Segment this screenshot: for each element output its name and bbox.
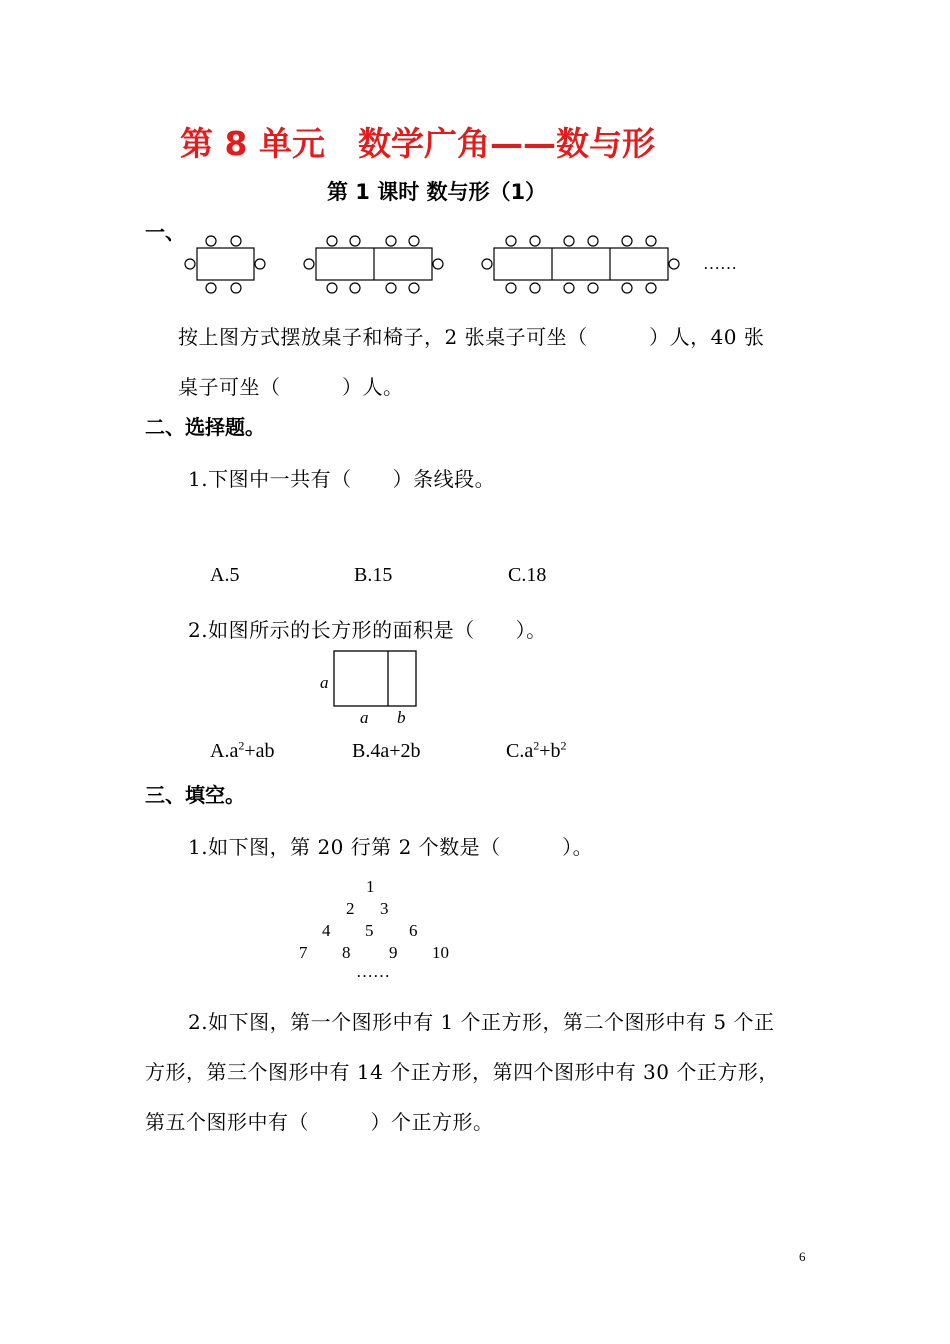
q2-option-b: B.4a+2b bbox=[352, 740, 421, 762]
tables-ellipsis: …… bbox=[703, 254, 737, 273]
q1-option-c: C.18 bbox=[508, 564, 547, 586]
rectangle-figure bbox=[333, 650, 419, 710]
triangle-row-4-num-1: 7 bbox=[299, 943, 308, 962]
triangle-row-3-num-1: 4 bbox=[322, 921, 331, 940]
section-1-label: 一、 bbox=[145, 220, 185, 244]
triangle-row-2-num-1: 2 bbox=[346, 899, 355, 918]
table-group-2 bbox=[304, 236, 443, 293]
tables-chairs-figure bbox=[180, 232, 740, 296]
triangle-ellipsis: …… bbox=[356, 962, 390, 981]
lesson-subtitle: 第 1 课时 数与形（1） bbox=[327, 180, 547, 204]
rect-bottom-b-label: b bbox=[397, 708, 406, 727]
fill-question-2-line-2: 方形，第三个图形中有 14 个正方形，第四个图形中有 30 个正方形， bbox=[145, 1060, 779, 1084]
triangle-row-4-num-3: 9 bbox=[389, 943, 398, 962]
page-number: 6 bbox=[799, 1249, 806, 1264]
table-group-1 bbox=[185, 236, 265, 293]
choice-question-2: 2.如图所示的长方形的面积是（ ）。 bbox=[188, 618, 547, 642]
choice-question-1: 1.下图中一共有（ ）条线段。 bbox=[188, 467, 496, 491]
q2-option-a: $A.a^2+ab$ bbox=[210, 738, 275, 762]
q2-option-c: $C.a^2+b^2$ bbox=[506, 738, 567, 762]
table-group-3 bbox=[482, 236, 679, 293]
section-1-question-line-1: 按上图方式摆放桌子和椅子，2 张桌子可坐（ ）人，40 张 bbox=[178, 325, 765, 349]
q1-option-a: A.5 bbox=[210, 564, 240, 586]
triangle-row-2-num-2: 3 bbox=[380, 899, 389, 918]
triangle-row-3-num-3: 6 bbox=[409, 921, 418, 940]
section-1-question-line-2: 桌子可坐（ ）人。 bbox=[178, 375, 404, 399]
section-3-label: 三、填空。 bbox=[145, 783, 245, 807]
fill-question-1: 1.如下图，第 20 行第 2 个数是（ ）。 bbox=[188, 835, 594, 859]
page-title: 第 8 单元 数学广角——数与形 bbox=[180, 124, 655, 163]
triangle-row-4-num-4: 10 bbox=[432, 943, 449, 962]
triangle-row-1-num-1: 1 bbox=[366, 877, 375, 896]
fill-question-2-line-3: 第五个图形中有（ ）个正方形。 bbox=[145, 1110, 494, 1134]
triangle-row-3-num-2: 5 bbox=[365, 921, 374, 940]
fill-question-2-line-1: 2.如下图，第一个图形中有 1 个正方形，第二个图形中有 5 个正 bbox=[188, 1010, 775, 1034]
section-2-label: 二、选择题。 bbox=[145, 415, 265, 439]
rect-side-label: a bbox=[320, 673, 329, 692]
q1-option-b: B.15 bbox=[354, 564, 393, 586]
triangle-row-4-num-2: 8 bbox=[342, 943, 351, 962]
rect-bottom-a-label: a bbox=[360, 708, 369, 727]
